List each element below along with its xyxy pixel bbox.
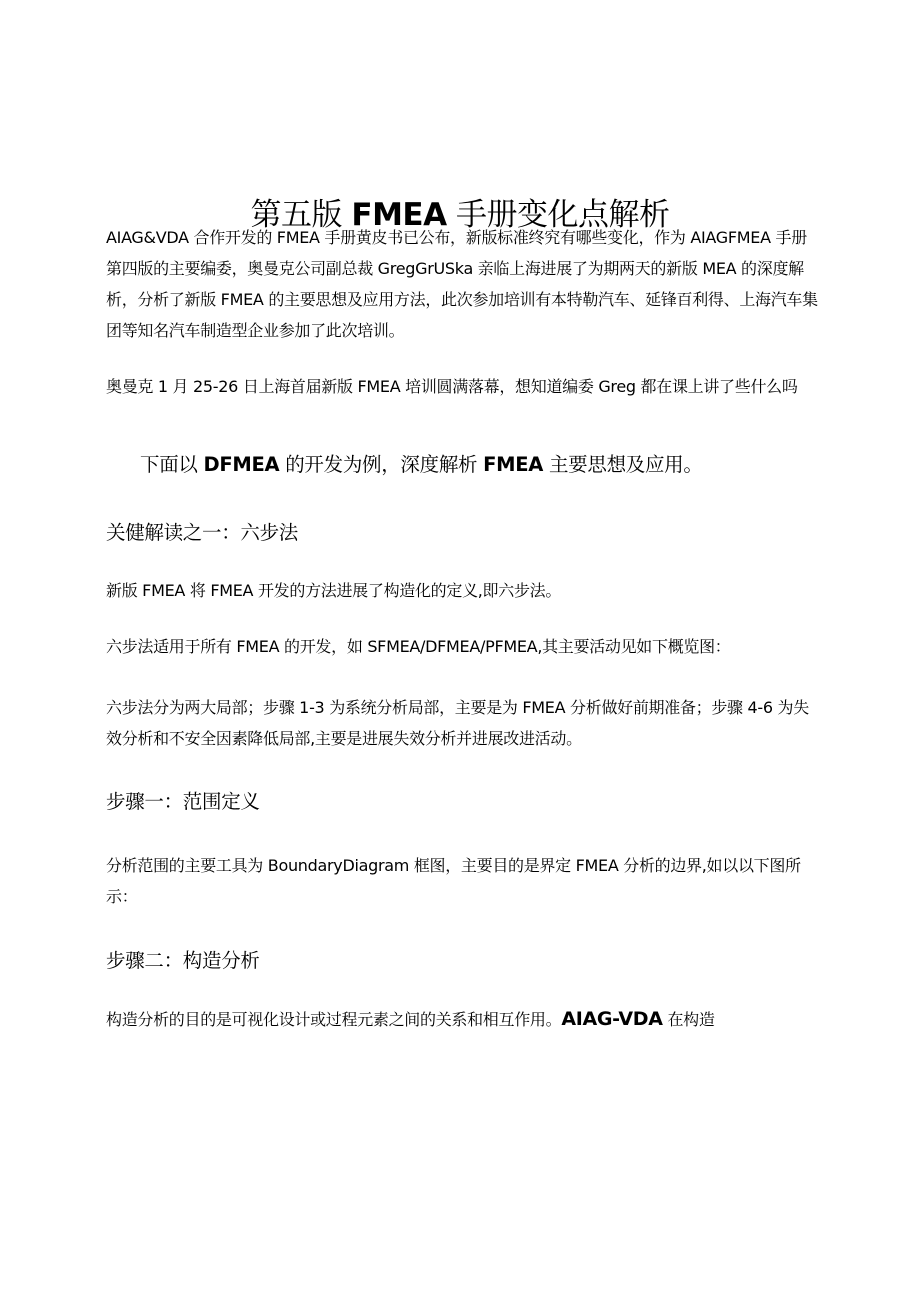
section1-paragraph-2: 六步法适用于所有 FMEA 的开发，如 SFMEA/DFMEA/PFMEA,其主要活动见如下概览图： bbox=[106, 637, 731, 656]
section1-heading: 关健解读之一：六步法 bbox=[106, 521, 299, 544]
step1-paragraph: 分析范围的主要工具为 BoundaryDiagram 框图，主要目的是界定 FMEA 分析的边界,如以以下图所示： bbox=[106, 856, 801, 906]
lead-sentence: 下面以 DFMEA 的开发为例，深度解析 FMEA 主要思想及应用。 bbox=[140, 453, 703, 476]
section1-paragraph-3: 六步法分为两大局部；步骤 1-3 为系统分析局部，主要是为 FMEA 分析做好前期准备；步骤 4-6 为失效分析和不安全因素降低局部,主要是进展失效分析并进展改进活动。 bbox=[106, 698, 809, 748]
announcement-paragraph: 奥曼克 1 月 25-26 日上海首届新版 FMEA 培训圆满落幕，想知道编委 Greg 都在课上讲了些什么吗 bbox=[106, 377, 798, 396]
step2-heading: 步骤二：构造分析 bbox=[106, 949, 260, 972]
section1-paragraph-1: 新版 FMEA 将 FMEA 开发的方法进展了构造化的定义,即六步法。 bbox=[106, 581, 562, 600]
step1-heading: 步骤一：范围定义 bbox=[106, 790, 260, 813]
step2-paragraph: 构造分析的目的是可视化设计或过程元素之间的关系和相互作用。AIAG-VDA 在构造 bbox=[106, 1008, 715, 1030]
intro-paragraph: AIAG&VDA 合作开发的 FMEA 手册黄皮书已公布，新版标准终究有哪些变化，作为 AIAGFMEA 手册第四版的主要编委，奥曼克公司副总裁 GregGrUSka 亲临上海进展了为期两天的新版 MEA 的深度解析，分析了新版 FMEA 的主要思想及应用方法，此次参加培训有本特勒汽车、延锋百利得、上海汽车集团等知名汽车制造型企业参加了此次培训。 bbox=[106, 228, 818, 340]
document-title: 第五版 FMEA 手册变化点解析 bbox=[250, 196, 670, 233]
